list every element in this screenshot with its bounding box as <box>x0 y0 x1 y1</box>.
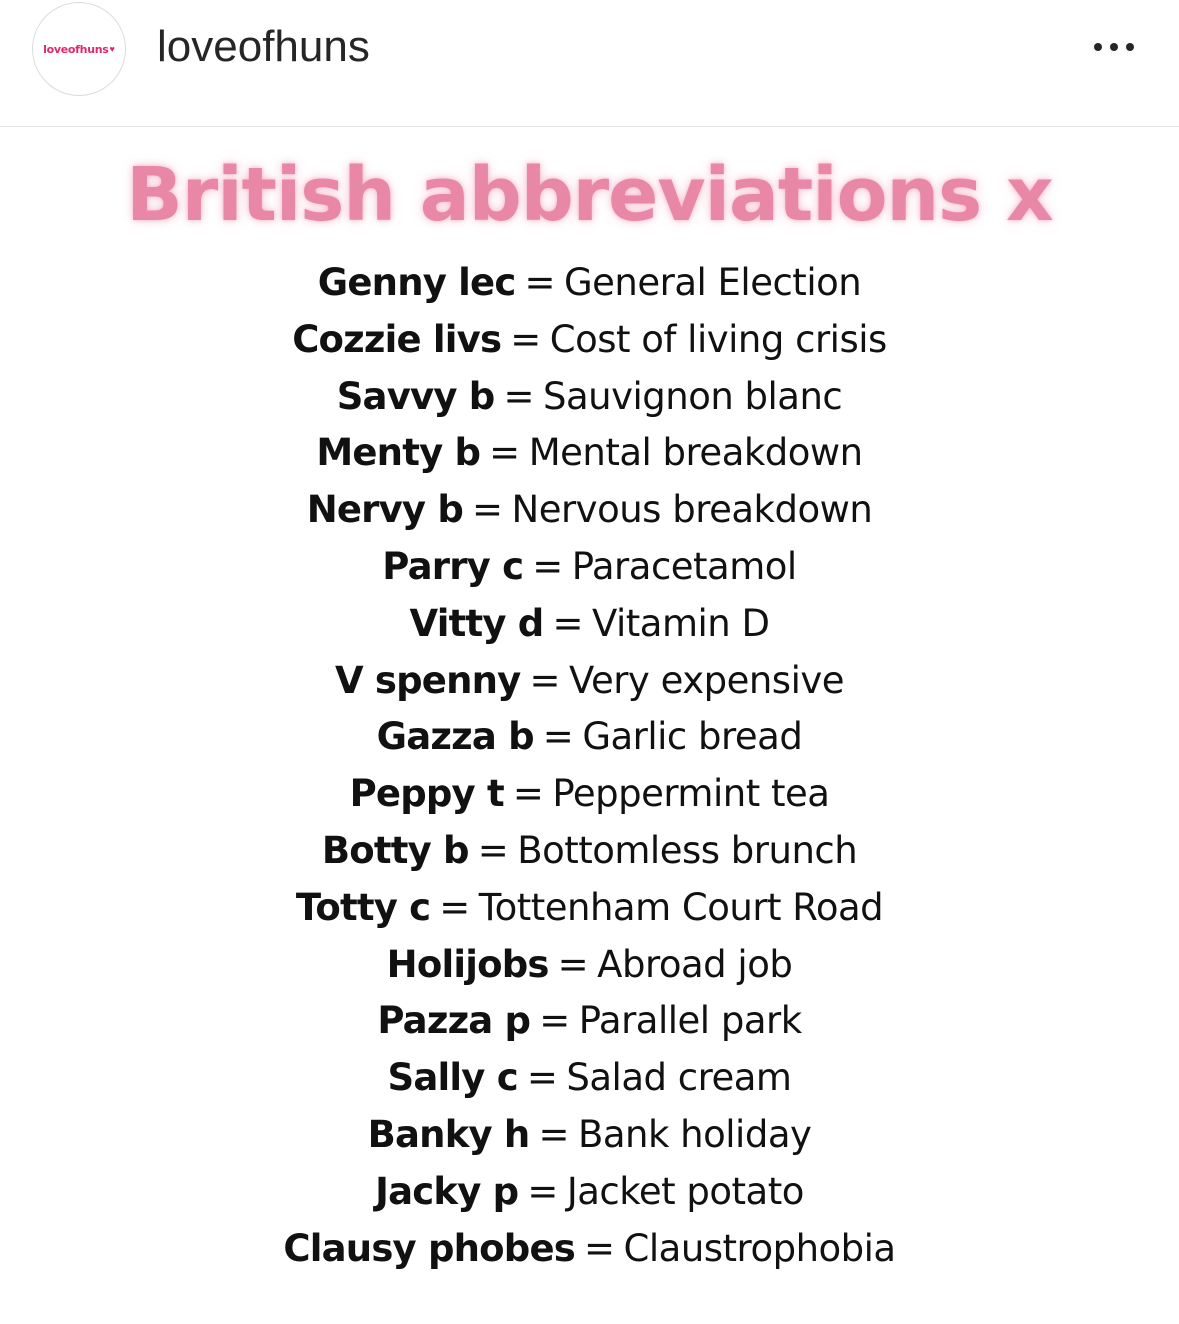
dot <box>1110 43 1118 51</box>
equals-sign: = <box>510 317 541 361</box>
list-item <box>0 539 1179 596</box>
meaning: Bottomless brunch <box>517 828 858 872</box>
list-item <box>0 709 1179 766</box>
abbreviation: Menty b <box>316 431 481 475</box>
avatar-logo-text: loveofhuns <box>43 42 109 56</box>
post-header <box>0 0 1179 127</box>
equals-sign: = <box>542 715 574 759</box>
abbreviation: V spenny <box>334 658 521 702</box>
meaning: Mental breakdown <box>528 431 863 475</box>
username-link[interactable]: loveofhuns <box>157 22 370 71</box>
list-item <box>0 425 1179 482</box>
meaning: Very expensive <box>569 658 845 702</box>
dot <box>1094 43 1102 51</box>
abbreviation: Pazza p <box>377 999 531 1043</box>
equals-sign: = <box>524 261 555 304</box>
abbreviation: Clausy phobes <box>283 1226 576 1270</box>
equals-sign: = <box>552 601 583 645</box>
list-item <box>0 1164 1179 1221</box>
list-item <box>0 596 1179 653</box>
list-item <box>0 255 1179 312</box>
meaning: Sauvignon blanc <box>542 374 843 418</box>
post-title: British abbreviations x <box>126 152 1053 238</box>
meaning: Nervous breakdown <box>511 488 873 532</box>
meaning: Claustrophobia <box>623 1226 896 1270</box>
list-item <box>0 880 1179 937</box>
equals-sign: = <box>439 885 470 929</box>
abbreviation: Jacky p <box>375 1169 519 1213</box>
meaning: Bank holiday <box>577 1112 812 1156</box>
meaning: Vitamin D <box>591 601 770 645</box>
meaning: Abroad job <box>597 942 793 986</box>
equals-sign: = <box>477 828 509 872</box>
equals-sign: = <box>489 431 520 475</box>
equals-sign: = <box>539 999 570 1043</box>
equals-sign: = <box>538 1112 569 1156</box>
list-item <box>0 823 1179 880</box>
heart-icon: ♥ <box>109 44 115 54</box>
meaning: General Election <box>563 261 862 304</box>
dot <box>1126 43 1134 51</box>
meaning: Paracetamol <box>571 544 797 588</box>
equals-sign: = <box>512 772 544 816</box>
list-item <box>0 312 1179 369</box>
meaning: Tottenham Court Road <box>478 885 884 929</box>
meaning: Salad cream <box>566 1056 792 1100</box>
meaning: Peppermint tea <box>552 772 830 816</box>
abbreviation: Nervy b <box>306 488 464 532</box>
list-item <box>0 993 1179 1050</box>
more-options-icon[interactable] <box>1082 30 1146 64</box>
abbreviation: Banky h <box>367 1112 530 1156</box>
abbreviation: Botty b <box>321 828 469 872</box>
list-item <box>0 653 1179 710</box>
abbreviation: Holijobs <box>386 942 549 986</box>
equals-sign: = <box>503 374 534 418</box>
list-item <box>0 369 1179 426</box>
abbreviation: Totty c <box>295 885 431 929</box>
abbreviation: Peppy t <box>349 772 504 816</box>
list-item <box>0 1221 1179 1278</box>
meaning: Cost of living crisis <box>549 317 887 361</box>
list-item <box>0 1107 1179 1164</box>
avatar[interactable] <box>32 2 126 96</box>
equals-sign: = <box>529 658 561 702</box>
abbreviation: Cozzie livs <box>292 317 502 361</box>
abbreviation: Parry c <box>382 544 524 588</box>
list-item <box>0 937 1179 994</box>
equals-sign: = <box>584 1226 615 1270</box>
abbreviation: Genny lec <box>317 261 516 304</box>
meaning: Jacket potato <box>566 1169 804 1213</box>
equals-sign: = <box>526 1056 558 1100</box>
abbreviation: Gazza b <box>376 715 534 759</box>
list-item <box>0 482 1179 539</box>
list-item <box>0 1050 1179 1107</box>
abbreviation: Vitty d <box>409 601 544 645</box>
equals-sign: = <box>532 544 563 588</box>
meaning: Parallel park <box>578 999 802 1043</box>
abbreviation-list <box>0 255 1179 1277</box>
equals-sign: = <box>472 488 503 532</box>
list-item <box>0 766 1179 823</box>
equals-sign: = <box>527 1169 558 1213</box>
post-image[interactable] <box>0 127 1179 1324</box>
abbreviation: Savvy b <box>336 374 495 418</box>
meaning: Garlic bread <box>582 715 803 759</box>
abbreviation: Sally c <box>387 1056 518 1100</box>
equals-sign: = <box>557 942 589 986</box>
